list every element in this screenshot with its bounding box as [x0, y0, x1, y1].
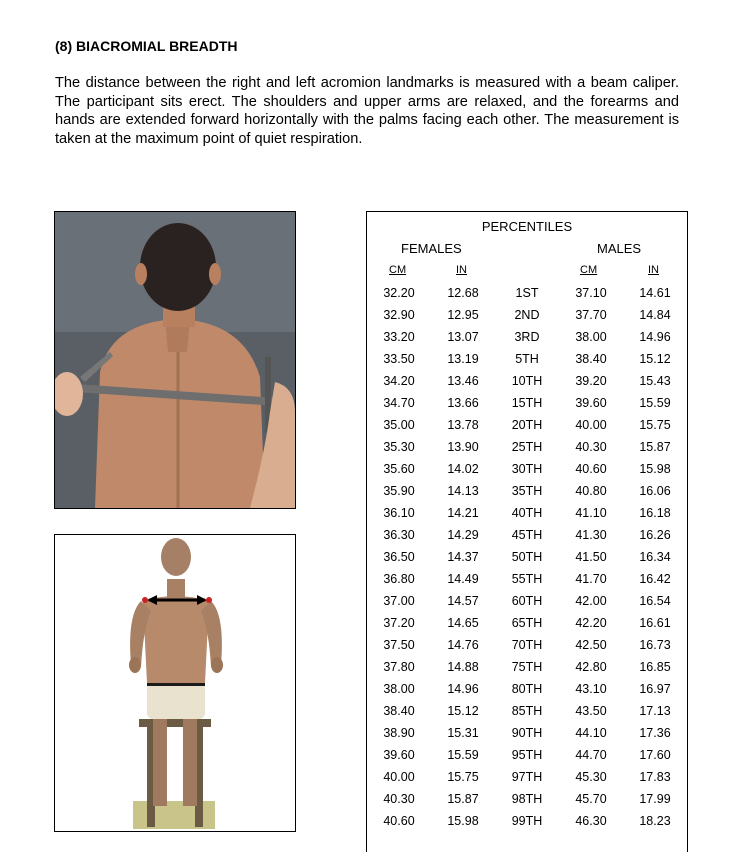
- female-in-cell: 15.31: [447, 726, 479, 740]
- percentile-cell: 3RD: [514, 330, 540, 344]
- female-cm-cell: 37.80: [383, 660, 415, 674]
- percentiles-heading: PERCENTILES: [481, 219, 573, 234]
- percentile-cell: 75TH: [511, 660, 543, 674]
- male-cm-cell: 45.30: [575, 770, 607, 784]
- female-cm-cell: 37.00: [383, 594, 415, 608]
- male-in-cell: 15.98: [639, 462, 671, 476]
- female-in-cell: 15.87: [447, 792, 479, 806]
- female-cm-cell: 36.80: [383, 572, 415, 586]
- male-in-cell: 15.43: [639, 374, 671, 388]
- female-cm-cell: 36.30: [383, 528, 415, 542]
- male-cm-cell: 38.00: [575, 330, 607, 344]
- percentile-cell: 25TH: [511, 440, 543, 454]
- female-in-cell: 13.78: [447, 418, 479, 432]
- table-row: [367, 546, 687, 568]
- percentile-cell: 20TH: [511, 418, 543, 432]
- table-row: [367, 634, 687, 656]
- male-in-cell: 17.60: [639, 748, 671, 762]
- female-in-cell: 14.49: [447, 572, 479, 586]
- table-row: [367, 524, 687, 546]
- table-row: [367, 568, 687, 590]
- percentile-cell: 65TH: [511, 616, 543, 630]
- table-row: [367, 370, 687, 392]
- percentile-cell: 35TH: [511, 484, 543, 498]
- male-cm-header: CM: [580, 264, 598, 276]
- table-row: [367, 590, 687, 612]
- female-in-header: IN: [456, 264, 467, 276]
- female-in-cell: 15.59: [447, 748, 479, 762]
- table-row: [367, 612, 687, 634]
- male-in-cell: 16.26: [639, 528, 671, 542]
- female-in-cell: 14.65: [447, 616, 479, 630]
- female-cm-cell: 35.60: [383, 462, 415, 476]
- male-cm-cell: 40.00: [575, 418, 607, 432]
- female-in-cell: 13.66: [447, 396, 479, 410]
- caliper-measurement-photo: [54, 211, 296, 509]
- female-cm-cell: 38.00: [383, 682, 415, 696]
- female-in-cell: 15.12: [447, 704, 479, 718]
- percentile-cell: 30TH: [511, 462, 543, 476]
- table-row: [367, 766, 687, 788]
- male-cm-cell: 37.10: [575, 286, 607, 300]
- female-in-cell: 15.98: [447, 814, 479, 828]
- male-cm-cell: 41.70: [575, 572, 607, 586]
- female-in-cell: 14.02: [447, 462, 479, 476]
- table-row: [367, 326, 687, 348]
- female-cm-cell: 36.50: [383, 550, 415, 564]
- percentile-cell: 5TH: [515, 352, 539, 366]
- male-in-cell: 15.75: [639, 418, 671, 432]
- female-in-cell: 14.13: [447, 484, 479, 498]
- female-cm-cell: 35.00: [383, 418, 415, 432]
- female-cm-cell: 35.90: [383, 484, 415, 498]
- male-in-cell: 15.59: [639, 396, 671, 410]
- percentile-cell: 15TH: [511, 396, 543, 410]
- percentile-table: [366, 211, 688, 852]
- males-heading: MALES: [597, 241, 642, 256]
- table-row: [367, 678, 687, 700]
- female-in-cell: 14.96: [447, 682, 479, 696]
- table-row: [367, 656, 687, 678]
- male-in-cell: 16.54: [639, 594, 671, 608]
- female-cm-cell: 38.40: [383, 704, 415, 718]
- percentile-cell: 2ND: [514, 308, 540, 322]
- female-cm-cell: 36.10: [383, 506, 415, 520]
- male-cm-cell: 46.30: [575, 814, 607, 828]
- seated-figure-illustration: [55, 535, 295, 831]
- female-cm-cell: 33.50: [383, 352, 415, 366]
- female-in-cell: 14.21: [447, 506, 479, 520]
- percentile-cell: 98TH: [511, 792, 543, 806]
- female-in-cell: 15.75: [447, 770, 479, 784]
- female-in-cell: 12.68: [447, 286, 479, 300]
- male-cm-cell: 40.30: [575, 440, 607, 454]
- table-row: [367, 458, 687, 480]
- female-cm-cell: 37.20: [383, 616, 415, 630]
- male-in-cell: 15.87: [639, 440, 671, 454]
- male-cm-cell: 43.50: [575, 704, 607, 718]
- male-cm-cell: 37.70: [575, 308, 607, 322]
- male-in-cell: 16.97: [639, 682, 671, 696]
- table-row: [367, 700, 687, 722]
- percentile-cell: 97TH: [511, 770, 543, 784]
- percentile-cell: 10TH: [511, 374, 543, 388]
- male-cm-cell: 42.00: [575, 594, 607, 608]
- female-cm-cell: 32.90: [383, 308, 415, 322]
- male-cm-cell: 42.20: [575, 616, 607, 630]
- female-cm-cell: 35.30: [383, 440, 415, 454]
- table-row: [367, 436, 687, 458]
- percentile-cell: 70TH: [511, 638, 543, 652]
- caliper-photo-illustration: [55, 212, 295, 508]
- female-in-cell: 13.90: [447, 440, 479, 454]
- seated-figure-render: [54, 534, 296, 832]
- table-row: [367, 282, 687, 304]
- table-row: [367, 788, 687, 810]
- table-row: [367, 722, 687, 744]
- male-cm-cell: 44.70: [575, 748, 607, 762]
- female-in-cell: 14.88: [447, 660, 479, 674]
- female-cm-header: CM: [389, 264, 407, 276]
- male-in-cell: 17.83: [639, 770, 671, 784]
- male-in-cell: 16.73: [639, 638, 671, 652]
- table-row: [367, 502, 687, 524]
- male-in-cell: 17.99: [639, 792, 671, 806]
- male-cm-cell: 39.20: [575, 374, 607, 388]
- percentile-cell: 95TH: [511, 748, 543, 762]
- male-cm-cell: 44.10: [575, 726, 607, 740]
- percentile-cell: 55TH: [511, 572, 543, 586]
- female-in-cell: 13.46: [447, 374, 479, 388]
- percentile-cell: 80TH: [511, 682, 543, 696]
- male-in-cell: 17.36: [639, 726, 671, 740]
- male-in-cell: 18.23: [639, 814, 671, 828]
- percentile-cell: 99TH: [511, 814, 543, 828]
- male-cm-cell: 39.60: [575, 396, 607, 410]
- male-cm-cell: 40.80: [575, 484, 607, 498]
- female-cm-cell: 34.70: [383, 396, 415, 410]
- male-cm-cell: 43.10: [575, 682, 607, 696]
- female-in-cell: 13.19: [447, 352, 479, 366]
- table-row: [367, 348, 687, 370]
- female-cm-cell: 40.00: [383, 770, 415, 784]
- female-in-cell: 12.95: [447, 308, 479, 322]
- table-row: [367, 744, 687, 766]
- female-cm-cell: 40.30: [383, 792, 415, 806]
- female-cm-cell: 37.50: [383, 638, 415, 652]
- table-row: [367, 392, 687, 414]
- male-in-cell: 16.85: [639, 660, 671, 674]
- male-cm-cell: 42.80: [575, 660, 607, 674]
- male-cm-cell: 42.50: [575, 638, 607, 652]
- percentile-cell: 1ST: [515, 286, 539, 300]
- table-row: [367, 304, 687, 326]
- male-cm-cell: 41.10: [575, 506, 607, 520]
- male-in-cell: 17.13: [639, 704, 671, 718]
- male-cm-cell: 41.50: [575, 550, 607, 564]
- percentile-cell: 90TH: [511, 726, 543, 740]
- female-cm-cell: 32.20: [383, 286, 415, 300]
- male-in-cell: 15.12: [639, 352, 671, 366]
- female-cm-cell: 33.20: [383, 330, 415, 344]
- male-in-header: IN: [648, 264, 659, 276]
- male-in-cell: 14.96: [639, 330, 671, 344]
- female-in-cell: 14.57: [447, 594, 479, 608]
- percentile-cell: 50TH: [511, 550, 543, 564]
- male-cm-cell: 38.40: [575, 352, 607, 366]
- measurement-description: The distance between the right and left acromion landmarks is measured with a beam caliper. The participant sits erect. The shoulders and upper arms are relaxed, and the forearms and hands are extended forward horizontally with the palms facing each other. The measurement is taken at the maximum point of quiet respiration.: [55, 75, 679, 147]
- female-in-cell: 14.29: [447, 528, 479, 542]
- female-cm-cell: 39.60: [383, 748, 415, 762]
- male-cm-cell: 41.30: [575, 528, 607, 542]
- table-row: [367, 414, 687, 436]
- female-cm-cell: 38.90: [383, 726, 415, 740]
- female-in-cell: 14.76: [447, 638, 479, 652]
- male-in-cell: 14.84: [639, 308, 671, 322]
- female-cm-cell: 34.20: [383, 374, 415, 388]
- percentile-cell: 45TH: [511, 528, 543, 542]
- table-row: [367, 480, 687, 502]
- females-heading: FEMALES: [401, 241, 462, 256]
- table-row: [367, 810, 687, 832]
- percentile-cell: 60TH: [511, 594, 543, 608]
- female-cm-cell: 40.60: [383, 814, 415, 828]
- male-cm-cell: 40.60: [575, 462, 607, 476]
- male-in-cell: 14.61: [639, 286, 671, 300]
- male-in-cell: 16.06: [639, 484, 671, 498]
- male-in-cell: 16.34: [639, 550, 671, 564]
- male-in-cell: 16.42: [639, 572, 671, 586]
- section-title: (8) BIACROMIAL BREADTH: [55, 38, 238, 54]
- female-in-cell: 14.37: [447, 550, 479, 564]
- percentile-cell: 85TH: [511, 704, 543, 718]
- female-in-cell: 13.07: [447, 330, 479, 344]
- male-in-cell: 16.61: [639, 616, 671, 630]
- male-in-cell: 16.18: [639, 506, 671, 520]
- percentile-cell: 40TH: [511, 506, 543, 520]
- male-cm-cell: 45.70: [575, 792, 607, 806]
